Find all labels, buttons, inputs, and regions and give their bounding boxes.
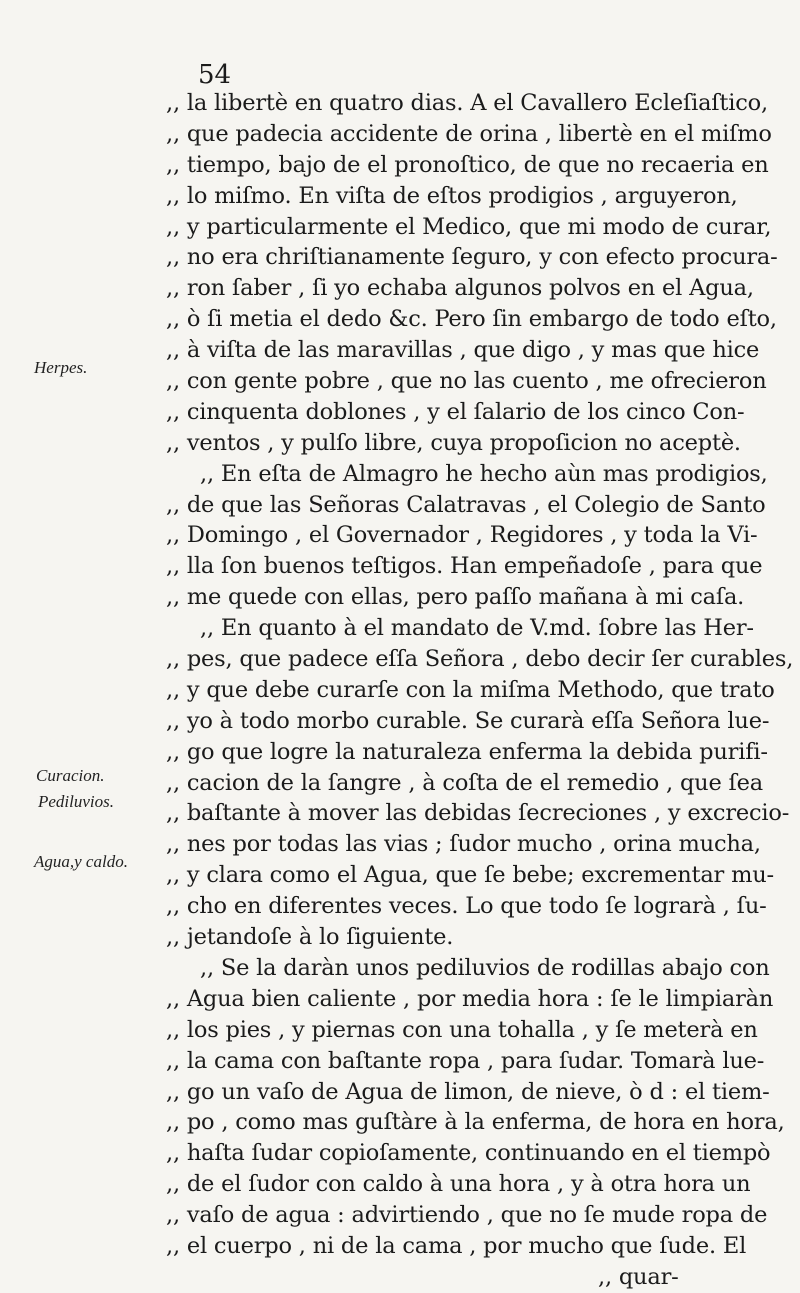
margin-note-agua-caldo: Agua,y caldo. <box>34 852 128 871</box>
text-line: ,, Domingo , el Governador , Regidores , y toda la Vi- <box>166 522 758 549</box>
text-line: ,, de el ſudor con caldo à una hora , y à otra hora un <box>166 1171 751 1198</box>
text-line: ,, haſta ſudar copioſamente, continuando en el tiempò <box>166 1140 771 1167</box>
text-line: ,, me quede con ellas, pero paſſo mañana à mi caſa. <box>166 584 745 611</box>
text-line: ,, baſtante à mover las debidas ſecreciones , y excrecio- <box>166 800 790 827</box>
text-line: ,, cho en diferentes veces. Lo que todo ſe lograrà , ſu- <box>166 893 767 920</box>
text-line: ,, Agua bien caliente , por media hora : ſe le limpiaràn <box>166 985 774 1012</box>
text-line: ,, Se la daràn unos pediluvios de rodillas abajo con <box>200 954 770 981</box>
text-line: ,, lo miſmo. En viſta de eſtos prodigios , arguyeron, <box>166 182 738 209</box>
text-line: ,, nes por todas las vias ; ſudor mucho , orina mucha, <box>166 831 761 858</box>
text-line: ,, tiempo, bajo de el pronoſtico, de que no recaeria en <box>166 151 769 178</box>
text-line: ,, no era chriſtianamente ſeguro, y con efecto procura- <box>166 244 778 271</box>
text-line: ,, la cama con baſtante ropa , para ſudar. Tomarà lue- <box>166 1047 765 1074</box>
text-line: ,, la libertè en quatro dias. A el Cavallero Ecleſiaſtico, <box>166 90 768 116</box>
text-line: ,, ventos , y pulſo libre, cuya propoſicion no aceptè. <box>166 429 741 456</box>
text-line: ,, En eſta de Almagro he hecho aùn mas prodigios, <box>200 460 768 487</box>
text-line: ,, ron ſaber , ſi yo echaba algunos polvos en el Agua, <box>166 275 754 302</box>
text-line: ,, yo à todo morbo curable. Se curarà eſſa Señora lue- <box>166 707 770 734</box>
text-line: ,, go un vaſo de Agua de limon, de nieve, ò d : el tiem- <box>166 1078 770 1105</box>
text-line: ,, lla ſon buenos teſtigos. Han empeñadoſe , para que <box>166 553 763 580</box>
text-line: ,, ò ſi metia el dedo &c. Pero ſin embargo de todo eſto, <box>166 306 777 333</box>
text-line: ,, jetandoſe à lo ſiguiente. <box>166 924 454 951</box>
text-line: ,, go que logre la naturaleza enferma la debida purifi- <box>166 738 768 765</box>
text-line: ,, En quanto à el mandato de V.md. ſobre las Her- <box>200 615 754 642</box>
text-line: ,, el cuerpo , ni de la cama , por mucho que ſude. El <box>166 1232 747 1259</box>
text-line: ,, con gente pobre , que no las cuento , me ofrecieron <box>166 368 767 395</box>
margin-note-pediluvios: Pediluvios. <box>38 792 115 811</box>
text-line: ,, los pies , y piernas con una tohalla , y ſe meterà en <box>166 1016 758 1043</box>
text-line: ,, pes, que padece eſſa Señora , debo decir ſer curables, <box>166 646 794 673</box>
text-line: ,, cacion de la ſangre , à coſta de el remedio , que ſea <box>166 769 763 796</box>
margin-note-herpes: Herpes. <box>34 358 88 377</box>
text-line: ,, vaſo de agua : advirtiendo , que no ſe mude ropa de <box>166 1202 768 1229</box>
text-line: ,, à viſta de las maravillas , que digo , y mas que hice <box>166 337 760 364</box>
catchword: ,, quar- <box>598 1263 679 1290</box>
text-line: ,, y particularmente el Medico, que mi modo de curar, <box>166 213 772 240</box>
text-line: ,, de que las Señoras Calatravas , el Colegio de Santo <box>166 491 766 518</box>
text-line: ,, y clara como el Agua, que ſe bebe; excrementar mu- <box>166 862 774 889</box>
page-number: 54 <box>198 60 232 90</box>
text-line: ,, y que debe curarſe con la miſma Methodo, que trato <box>166 676 775 703</box>
body-text <box>166 88 794 1293</box>
text-line: ,, cinquenta doblones , y el ſalario de los cinco Con- <box>166 398 745 425</box>
margin-note-curacion: Curacion. <box>36 766 105 785</box>
text-line: ,, que padecia accidente de orina , libertè en el miſmo <box>166 120 772 147</box>
text-line: ,, po , como mas guſtàre à la enferma, de hora en hora, <box>166 1109 785 1136</box>
